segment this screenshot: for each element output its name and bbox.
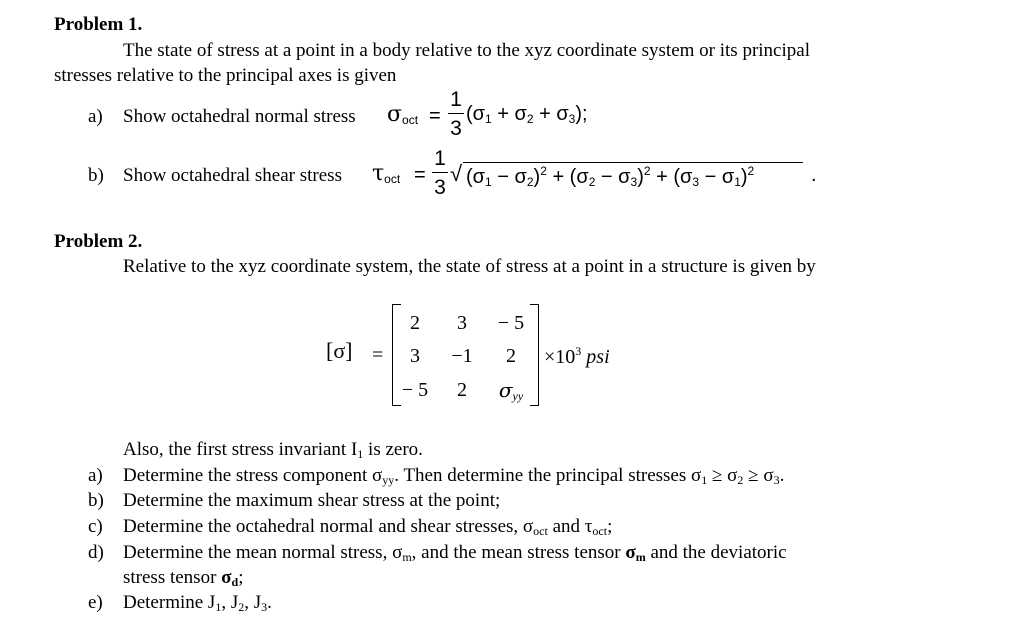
- octahedral-shear-expression: $(\sigma_1 - \sigma_2)^2 + (\sigma_2 - \sigma_3)^2 + (\sigma_3 - \sigma_1)^2$: [466, 164, 755, 189]
- problem1-part-b-marker: b): [88, 165, 104, 186]
- matrix-cell: 2: [410, 312, 420, 334]
- problem2-item-b-marker: b): [88, 490, 104, 511]
- equals-sign: =: [372, 344, 384, 366]
- problem2-item-d-text: Determine the mean normal stress, $\sigma_m$, and the mean stress tensor $\sigma_m$ and the deviatoric: [123, 542, 787, 564]
- problem2-item-b-text: Determine the maximum shear stress at the point;: [123, 490, 501, 511]
- matrix-cell: 3: [410, 345, 420, 367]
- octahedral-shear-stress-symbol: $\tau_{oct}$: [372, 161, 401, 186]
- equals-sign: =: [429, 105, 441, 127]
- problem2-intro: Relative to the xyz coordinate system, the state of stress at a point in a structure is given by: [123, 256, 816, 277]
- stress-tensor-symbol: [σ]: [326, 338, 353, 363]
- fraction-numerator: 1: [434, 147, 446, 170]
- problem1-part-b-text: Show octahedral shear stress: [123, 165, 342, 186]
- fraction-bar: [448, 113, 464, 114]
- matrix-cell: 2: [457, 379, 467, 401]
- matrix-cell: 2: [506, 345, 516, 367]
- matrix-cell-sigma-yy: $\sigma_{yy}$: [498, 378, 524, 403]
- matrix-cell: − 5: [497, 312, 525, 334]
- square-root-icon: √: [450, 161, 463, 186]
- fraction-bar: [432, 172, 448, 173]
- first-invariant-statement: Also, the first stress invariant $I_1$ is zero.: [123, 439, 423, 461]
- octahedral-normal-stress-symbol: $\sigma_{oct}$: [387, 102, 419, 127]
- problem2-item-d-text-line2: stress tensor $\sigma_d$;: [123, 567, 244, 589]
- problem1-part-a-text: Show octahedral normal stress: [123, 106, 356, 127]
- problem2-item-e-marker: e): [88, 592, 103, 613]
- matrix-cell: 3: [457, 312, 467, 334]
- matrix-multiplier: $\times 10^3$ psi: [544, 344, 610, 368]
- problem1-title: Problem 1.: [54, 14, 143, 35]
- problem2-title: Problem 2.: [54, 231, 143, 252]
- problem1-part-a-marker: a): [88, 106, 103, 127]
- problem2-item-a-text: Determine the stress component $\sigma_{yy}$. Then determine the principal stresses $\sigma_1 \ge \sigma_2 \ge \sigma_3$.: [123, 465, 785, 487]
- problem2-item-c-marker: c): [88, 516, 103, 537]
- fraction-denominator: 3: [450, 117, 462, 140]
- matrix-cell: − 5: [401, 379, 429, 401]
- matrix-right-bracket: [530, 304, 539, 406]
- problem1-intro-line1: The state of stress at a point in a body relative to the xyz coordinate system or its principal: [123, 40, 810, 61]
- problem2-item-c-text: Determine the octahedral normal and shear stresses, $\sigma_{oct}$ and $\tau_{oct}$;: [123, 516, 613, 538]
- fraction-denominator: 3: [434, 176, 446, 199]
- octahedral-normal-expression: $(\sigma_1 + \sigma_2 + \sigma_3)$;: [466, 103, 588, 126]
- expression-period: .: [811, 164, 817, 186]
- equals-sign: =: [414, 164, 426, 186]
- problem2-item-d-marker: d): [88, 542, 104, 563]
- problem2-item-e-text: Determine $J_1$, $J_2$, $J_3$.: [123, 592, 272, 614]
- fraction-numerator: 1: [450, 88, 462, 111]
- problem2-item-a-marker: a): [88, 465, 103, 486]
- matrix-cell: −1: [451, 345, 473, 367]
- problem1-intro-line2: stresses relative to the principal axes is given: [54, 65, 397, 86]
